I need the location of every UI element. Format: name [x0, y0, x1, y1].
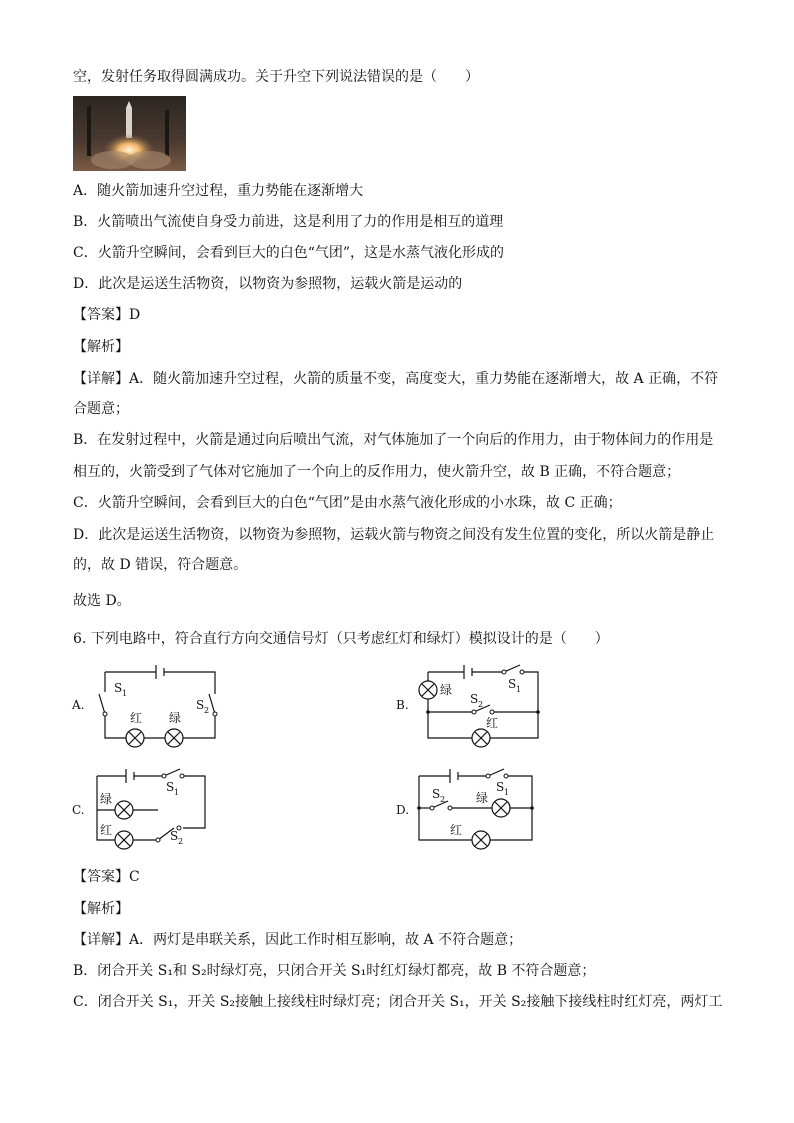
green-lamp-label: 绿: [100, 792, 113, 806]
switch-label: S: [166, 780, 175, 794]
q5-option-c: C．火箭升空瞬间，会看到巨大的白色“气团”，这是水蒸气液化形成的: [73, 245, 505, 261]
q6-detail-line: C．闭合开关 S₁，开关 S₂接触上接线柱时绿灯亮；闭合开关 S₁，开关 S₂接触下接线柱时红灯亮，两灯工: [73, 994, 723, 1010]
circuit-c-diagram: [70, 764, 230, 860]
switch-label: S: [496, 780, 505, 794]
circuit-b-option-label: B.: [396, 698, 409, 712]
q5-detail-line: 【详解】A．随火箭加速升空过程，火箭的质量不变，高度变大，重力势能在逐渐增大，故 A 正确，不符: [73, 371, 719, 387]
q5-stem-tail: 空，发射任务取得圆满成功。关于升空下列说法错误的是（ ）: [73, 69, 479, 85]
switch-subscript: 2: [440, 795, 446, 804]
q5-option-b: B．火箭喷出气流使自身受力前进，这是利用了力的作用是相互的道理: [73, 214, 504, 230]
q5-answer: 【答案】D: [73, 307, 141, 323]
q5-option-a: A．随火箭加速升空过程，重力势能在逐渐增大: [73, 183, 364, 199]
switch-subscript: 2: [178, 837, 184, 846]
green-lamp-label: 绿: [440, 683, 453, 697]
q5-detail-line: 合题意；: [73, 401, 129, 417]
green-lamp-label: 绿: [169, 711, 182, 725]
q5-conclusion: 故选 D。: [73, 593, 131, 609]
q5-analysis-tag: 【解析】: [73, 339, 129, 355]
q6-stem: 6. 下列电路中，符合直行方向交通信号灯（只考虑红灯和绿灯）模拟设计的是（ ）: [73, 631, 609, 647]
switch-subscript: 1: [174, 788, 180, 797]
q5-option-d: D．此次是运送生活物资，以物资为参照物，运载火箭是运动的: [73, 276, 463, 292]
circuit-d-option-label: D.: [396, 803, 410, 817]
circuit-a-option-label: A.: [72, 698, 85, 712]
green-lamp-label: 绿: [476, 791, 489, 805]
circuit-d-diagram: [392, 764, 552, 860]
q6-detail-line: 【详解】A．两灯是串联关系，因此工作时相互影响，故 A 不符合题意；: [73, 932, 523, 948]
red-lamp-label: 红: [130, 711, 143, 725]
q5-detail-line: 的，故 D 错误，符合题意。: [73, 557, 248, 573]
q5-detail-line: D．此次是运送生活物资，以物资为参照物，运载火箭与物资之间没有发生位置的变化，所以火箭是静止: [73, 527, 715, 543]
switch-subscript: 1: [122, 689, 128, 698]
q6-answer: 【答案】C: [73, 869, 140, 885]
rocket-launch-photo: [73, 96, 186, 171]
switch-label: S: [170, 829, 179, 843]
red-lamp-label: 红: [100, 823, 113, 837]
switch-subscript: 2: [478, 700, 484, 709]
switch-label: S: [432, 787, 441, 801]
red-lamp-label: 红: [450, 823, 463, 837]
q6-analysis-tag: 【解析】: [73, 901, 129, 917]
switch-label: S: [114, 681, 123, 695]
q5-detail-line: C．火箭升空瞬间，会看到巨大的白色“气团”是由水蒸气液化形成的小水珠，故 C 正确；: [73, 495, 622, 511]
circuit-b-diagram: [392, 656, 552, 752]
switch-label: S: [470, 692, 479, 706]
switch-subscript: 2: [204, 706, 210, 715]
q5-detail-line: B．在发射过程中，火箭是通过向后喷出气流，对气体施加了一个向后的作用力，由于物体间力的作用是: [73, 432, 714, 448]
switch-subscript: 1: [516, 685, 522, 694]
circuit-c-option-label: C.: [72, 803, 85, 817]
q6-detail-line: B．闭合开关 S₁和 S₂时绿灯亮，只闭合开关 S₁时红灯绿灯都亮，故 B 不符合题意；: [73, 963, 596, 979]
red-lamp-label: 红: [486, 716, 499, 730]
switch-subscript: 1: [504, 788, 510, 797]
switch-label: S: [196, 698, 205, 712]
q5-detail-line: 相互的，火箭受到了气体对它施加了一个向上的反作用力，使火箭升空，故 B 正确，不符合题意；: [73, 464, 681, 480]
circuit-a-diagram: [70, 656, 230, 752]
switch-label: S: [508, 677, 517, 691]
